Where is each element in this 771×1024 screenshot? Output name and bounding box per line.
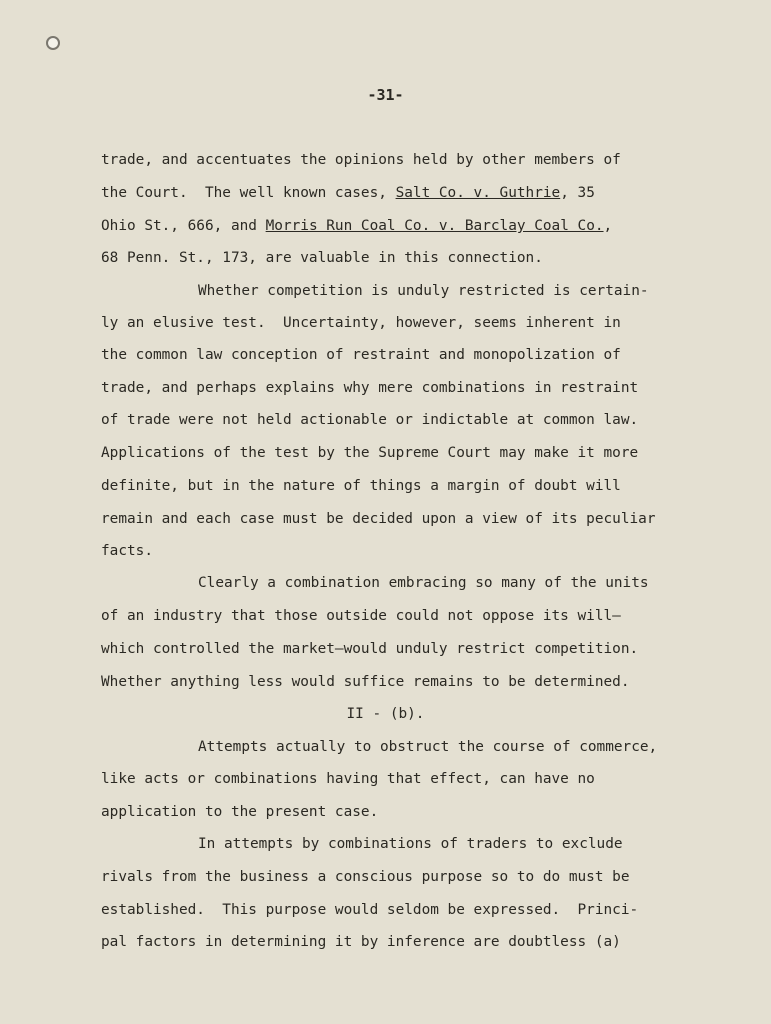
text-fragment: the Court. The well known cases,	[101, 185, 396, 201]
text-line-17: Whether anything less would suffice remains to be determined.	[101, 674, 630, 690]
text-line-24: pal factors in determining it by inference are doubtless (a)	[101, 934, 621, 950]
text-line-23: established. This purpose would seldom be expressed. Princi-	[101, 902, 639, 918]
text-line-9: of trade were not held actionable or indictable at common law.	[101, 412, 639, 428]
text-line-18: Attempts actually to obstruct the course of commerce,	[198, 739, 658, 755]
case-citation-morris-run: Morris Run Coal Co. v. Barclay Coal Co.	[265, 218, 604, 234]
text-line-19: like acts or combinations having that effect, can have no	[101, 771, 595, 787]
text-line-6: ly an elusive test. Uncertainty, however, seems inherent in	[101, 315, 621, 331]
text-line-10: Applications of the test by the Supreme Court may make it more	[101, 445, 639, 461]
text-line-3	[101, 218, 612, 234]
text-line-13: facts.	[101, 543, 153, 559]
case-citation-salt-co: Salt Co. v. Guthrie	[395, 185, 561, 201]
text-line-21: In attempts by combinations of traders to exclude	[198, 836, 623, 852]
text-line-20: application to the present case.	[101, 804, 379, 820]
text-line-7: the common law conception of restraint and monopolization of	[101, 347, 621, 363]
text-line-1: trade, and accentuates the opinions held by other members of	[101, 152, 621, 168]
section-heading: II - (b).	[346, 706, 425, 722]
text-fragment: ,	[603, 218, 613, 234]
text-line-8: trade, and perhaps explains why mere combinations in restraint	[101, 380, 639, 396]
punch-hole	[46, 36, 60, 50]
text-line-16: which controlled the market—would unduly restrict competition.	[101, 641, 639, 657]
text-fragment: Ohio St., 666, and	[101, 218, 266, 234]
text-line-5: Whether competition is unduly restricted is certain-	[198, 283, 649, 299]
text-line-11: definite, but in the nature of things a margin of doubt will	[101, 478, 621, 494]
text-line-22: rivals from the business a conscious purpose so to do must be	[101, 869, 630, 885]
page-number: -31-	[367, 86, 404, 104]
text-line-12: remain and each case must be decided upon a view of its peculiar	[101, 511, 656, 527]
text-fragment: , 35	[560, 185, 595, 201]
text-line-15: of an industry that those outside could not oppose its will—	[101, 608, 621, 624]
text-line-14: Clearly a combination embracing so many of the units	[198, 575, 649, 591]
text-line-4: 68 Penn. St., 173, are valuable in this connection.	[101, 250, 543, 266]
text-line-2	[101, 185, 595, 201]
